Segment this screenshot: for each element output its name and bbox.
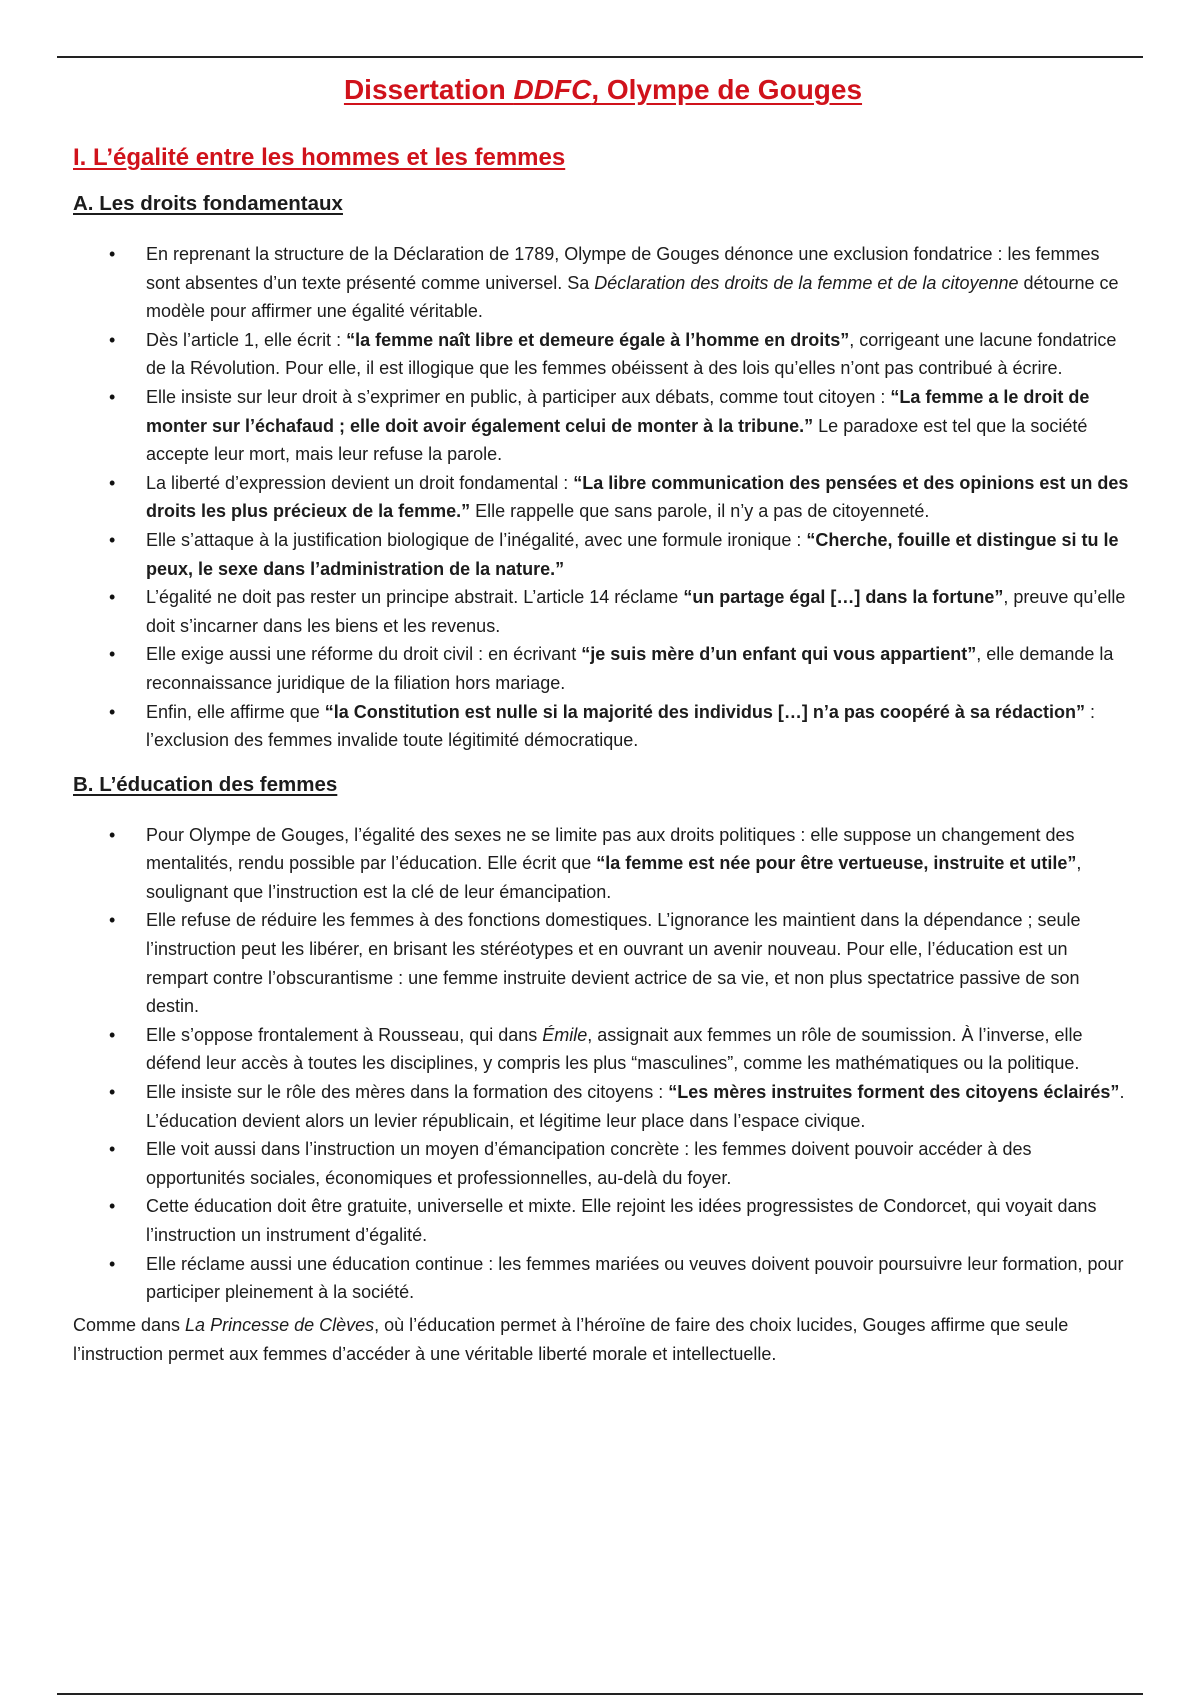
section-b-list xyxy=(73,821,1133,1307)
top-rule xyxy=(57,56,1143,58)
title-prefix: Dissertation xyxy=(343,74,514,105)
quote-bold: “la femme naît libre et demeure égale à l’homme en droits” xyxy=(346,329,850,350)
text-run: La liberté d’expression devient un droit fondamental : xyxy=(146,472,574,493)
text-run: Elle insiste sur leur droit à s’exprimer en public, à participer aux débats, comme tout citoyen : xyxy=(146,386,891,407)
quote-bold: “Les mères instruites forment des citoyens éclairés” xyxy=(668,1082,1120,1103)
list-item xyxy=(73,1250,1133,1307)
title-italic-text: Émile xyxy=(542,1024,588,1045)
text-run: . L’éducation devient alors un levier républicain, et légitime leur place dans l’espace civique. xyxy=(146,1082,1125,1131)
text-run: Le paradoxe est tel que la société accepte leur mort, mais leur refuse la parole. xyxy=(146,415,1088,465)
text-run: Elle réclame aussi une éducation continue : les femmes mariées ou veuves doivent pouvoir poursuivre leur formation, pour participer pleinement à la société. xyxy=(146,1253,1124,1303)
list-item xyxy=(73,469,1133,526)
text-run: Dès l’article 1, elle écrit : xyxy=(146,329,347,350)
text-run: , assignait aux femmes un rôle de soumission. À l’inverse, elle défend leur accès à toutes les disciplines, y compris les plus “masculines”, comme les mathématiques ou la politique. xyxy=(146,1024,1083,1074)
part-heading: I. L’égalité entre les hommes et les femmes xyxy=(73,144,566,171)
list-item xyxy=(73,640,1133,697)
title-italic-text: La Princesse de Clèves xyxy=(185,1314,375,1335)
bottom-rule xyxy=(57,1693,1143,1695)
quote-bold: “La libre communication des pensées et des opinions est un des droits les plus précieux de la femme.” xyxy=(146,472,1129,522)
text-run: Elle s’attaque à la justification biologique de l’inégalité, avec une formule ironique : xyxy=(146,529,807,550)
text-run: Elle insiste sur le rôle des mères dans la formation des citoyens : xyxy=(146,1082,669,1103)
list-item xyxy=(73,326,1133,383)
text-run: Elle rappelle que sans parole, il n’y a pas de citoyenneté. xyxy=(470,501,930,522)
text-run: Elle s’oppose frontalement à Rousseau, qui dans xyxy=(146,1024,543,1045)
conclusion-paragraph xyxy=(73,1311,1133,1369)
list-item xyxy=(73,1192,1133,1249)
text-run: , preuve qu’elle doit s’incarner dans les biens et les revenus. xyxy=(146,587,1126,636)
text-run: Enfin, elle affirme que xyxy=(146,701,325,722)
text-run: Elle refuse de réduire les femmes à des fonctions domestiques. L’ignorance les maintient dans la dépendance ; seule l’instruction peut les libérer, en brisant les stéréotypes et en ouvrant un avenir nouveau. Pour elle, l’éducation est un rempart contre l’obscurantisme : une femme instruite devient actrice de sa vie, et non plus spectatrice passive de son destin. xyxy=(146,910,1081,1017)
list-item xyxy=(73,240,1133,326)
list-item xyxy=(73,1021,1133,1078)
section-a-heading: A. Les droits fondamentaux xyxy=(73,192,343,215)
text-run: , soulignant que l’instruction est la clé de leur émancipation. xyxy=(146,853,1082,902)
text-run: détourne ce modèle pour affirmer une égalité véritable. xyxy=(146,272,1119,322)
list-item xyxy=(73,1135,1133,1192)
document-title xyxy=(73,74,1133,106)
document-content xyxy=(73,74,1133,1369)
section-b-heading: B. L’éducation des femmes xyxy=(73,772,338,796)
list-item xyxy=(73,698,1133,755)
text-run: En reprenant la structure de la Déclaration de 1789, Olympe de Gouges dénonce une exclusion fondatrice : les femmes sont absentes d’un texte présenté comme universel. Sa xyxy=(146,244,1100,293)
text-run: Pour Olympe de Gouges, l’égalité des sexes ne se limite pas aux droits politiques : elle suppose un changement des mentalités, rendu possible par l’éducation. Elle écrit que xyxy=(146,824,1075,874)
title-italic-text: Déclaration des droits de la femme et de la citoyenne xyxy=(594,272,1019,293)
text-run: Cette éducation doit être gratuite, universelle et mixte. Elle rejoint les idées progressistes de Condorcet, qui voyait dans l’instruction un instrument d’égalité. xyxy=(146,1196,1097,1245)
text-run: , elle demande la reconnaissance juridique de la filiation hors mariage. xyxy=(146,644,1114,693)
text-run: L’égalité ne doit pas rester un principe abstrait. L’article 14 réclame xyxy=(146,587,684,608)
text-run: : l’exclusion des femmes invalide toute légitimité démocratique. xyxy=(146,701,1095,751)
text-run: , corrigeant une lacune fondatrice de la Révolution. Pour elle, il est illogique que les femmes obéissent à des lois qu’elles n’ont pas contribué à écrire. xyxy=(146,329,1117,379)
list-item xyxy=(73,821,1133,907)
list-item xyxy=(73,383,1133,469)
list-item xyxy=(73,906,1133,1020)
text-run: Comme dans xyxy=(73,1314,186,1335)
quote-bold: “Cherche, fouille et distingue si tu le peux, le sexe dans l’administration de la nature.” xyxy=(146,529,1119,579)
quote-bold: “la femme est née pour être vertueuse, instruite et utile” xyxy=(596,853,1077,874)
list-item xyxy=(73,1078,1133,1135)
text-run: Elle exige aussi une réforme du droit civil : en écrivant xyxy=(146,644,582,665)
text-run: Elle voit aussi dans l’instruction un moyen d’émancipation concrète : les femmes doivent pouvoir accéder à des opportunités sociales, économiques et professionnelles, au-delà du foyer. xyxy=(146,1139,1032,1188)
title-suffix: , Olympe de Gouges xyxy=(591,74,863,105)
list-item xyxy=(73,526,1133,583)
title-italic: DDFC xyxy=(513,74,592,105)
list-item xyxy=(73,583,1133,640)
quote-bold: “La femme a le droit de monter sur l’échafaud ; elle doit avoir également celui de monter à la tribune.” xyxy=(146,386,1090,436)
quote-bold: “je suis mère d’un enfant qui vous appartient” xyxy=(581,644,977,665)
quote-bold: “un partage égal […] dans la fortune” xyxy=(683,587,1004,608)
quote-bold: “la Constitution est nulle si la majorité des individus […] n’a pas coopéré à sa rédaction” xyxy=(324,701,1085,722)
section-a-list xyxy=(73,240,1133,755)
text-run: , où l’éducation permet à l’héroïne de faire des choix lucides, Gouges affirme que seule l’instruction permet aux femmes d’accéder à une véritable liberté morale et intellectuelle. xyxy=(73,1314,1069,1364)
